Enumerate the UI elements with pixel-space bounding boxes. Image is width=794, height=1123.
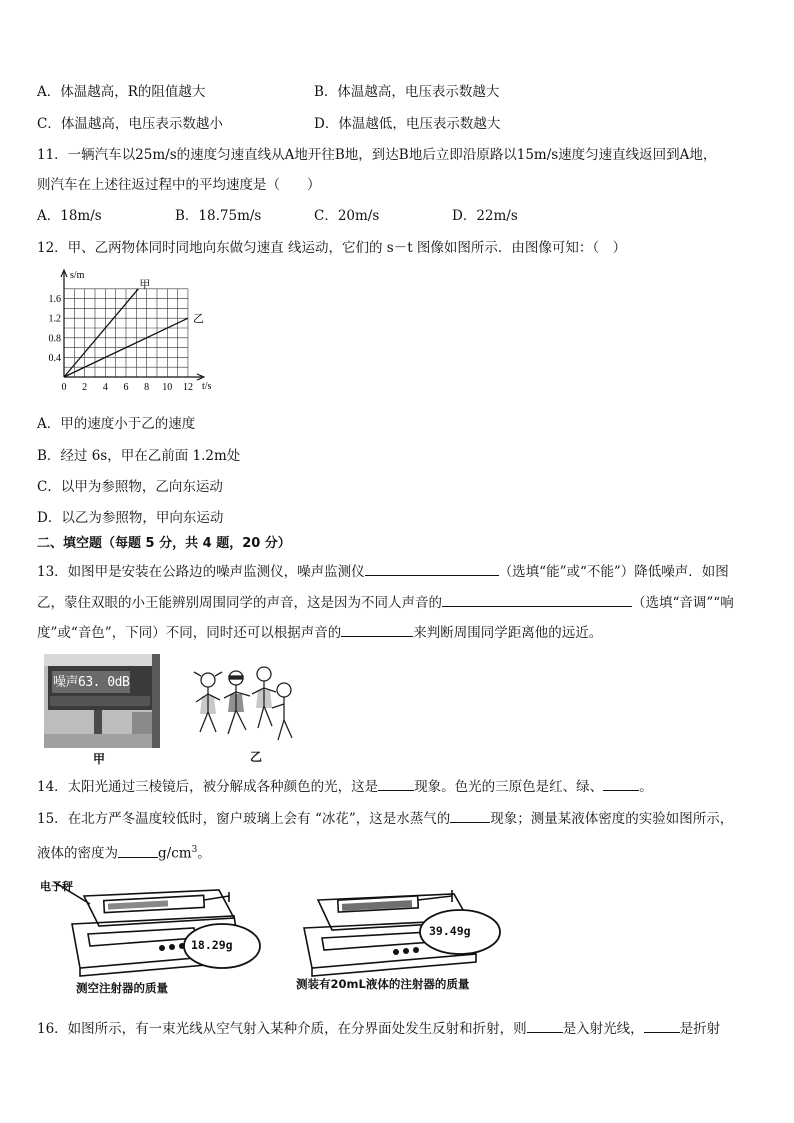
q16-text-3: 是折射 xyxy=(679,1021,721,1037)
q14-text-3: 。 xyxy=(639,779,653,795)
q15-text-2: 现象；测量某液体密度的实验如图所示， xyxy=(490,811,734,827)
q14-line xyxy=(37,776,653,797)
q14-text-2: 现象。色光的三原色是红、绿、 xyxy=(414,779,604,795)
scale-drawing-1 xyxy=(44,876,264,996)
q13-text-6: 来判断周围同学距离他的远近。 xyxy=(413,625,603,641)
series-line-jia xyxy=(64,289,138,377)
q12-option-c: C．以甲为参照物，乙向东运动 xyxy=(37,479,223,495)
q10-option-d: D．体温越低，电压表示数越大 xyxy=(314,116,501,132)
caption-filled: 测装有20mL液体的注射器的质量 xyxy=(296,977,470,991)
q15-text-3: 液体的密度为 xyxy=(37,845,118,862)
q11-option-d: D．22m/s xyxy=(452,208,518,224)
q13-text-2: （选填“能”或“不能”）降低噪声．如图 xyxy=(498,564,729,580)
q15-unit-sup: 3 xyxy=(191,845,198,855)
series-label-yi: 乙 xyxy=(192,313,204,326)
x-tick-label: 12 xyxy=(182,382,193,393)
q16-text-1: 16．如图所示，有一束光线从空气射入某种介质，在分界面处发生反射和折射，则 xyxy=(37,1021,527,1037)
q15-blank-2[interactable] xyxy=(118,843,158,858)
q15-unit: g/cm xyxy=(158,845,192,862)
x-tick-label: 10 xyxy=(162,382,173,393)
q13-text-3: 乙，蒙住双眼的小王能辨别周围同学的声音，这是因为不同人声音的 xyxy=(37,595,442,611)
q14-text-1: 14．太阳光通过三棱镜后，被分解成各种颜色的光，这是 xyxy=(37,779,379,795)
y-tick-label: 0.8 xyxy=(48,333,61,345)
q13-line3 xyxy=(37,622,602,643)
x-tick-label: 4 xyxy=(102,382,108,393)
noise-display: 噪声63. 0dB xyxy=(53,675,130,690)
q10-option-a: A．体温越高，R的阻值越大 xyxy=(37,84,206,100)
figure-label-jia: 甲 xyxy=(93,752,106,766)
q13-line2 xyxy=(37,592,734,613)
noise-monitor-photo xyxy=(44,654,160,748)
q12-stem: 12．甲、乙两物体同时同地向东做匀速直 线运动，它们的 s－t 图像如图所示．由图像可知：（ ） xyxy=(37,240,627,256)
q16-blank-2[interactable] xyxy=(644,1018,680,1033)
scale-label: 电子秤 xyxy=(40,880,73,893)
q13-text-5: 度”或“音色”，下同）不同，同时还可以根据声音的 xyxy=(37,625,342,641)
scale-filled-syringe xyxy=(294,882,508,994)
x-tick-label: 6 xyxy=(123,382,129,393)
figure-label-yi: 乙 xyxy=(250,750,263,764)
y-tick-label: 1.2 xyxy=(48,313,61,325)
q11-stem-line2: 则汽车在上述往返过程中的平均速度是（ ） xyxy=(37,177,321,193)
s-t-graph xyxy=(36,268,236,403)
q11-stem-line1: 11．一辆汽车以25m/s的速度匀速直线从A地开往B地，到达B地后立即沿原路以15m/s速度匀速直线返回到A地， xyxy=(37,147,717,163)
series-label-jia: 甲 xyxy=(139,278,151,291)
q13-text-1: 13．如图甲是安装在公路边的噪声监测仪，噪声监测仪 xyxy=(37,564,365,580)
q13-blank-3[interactable] xyxy=(341,622,413,637)
q11-option-b: B．18.75m/s xyxy=(175,208,262,224)
q13-text-4: （选填“音调”“响 xyxy=(632,595,734,611)
q12-option-d: D．以乙为参照物，甲向东运动 xyxy=(37,510,224,526)
q10-option-b: B．体温越高，电压表示数越大 xyxy=(314,84,500,100)
q15-end: 。 xyxy=(197,845,211,862)
children-illustration xyxy=(176,660,298,760)
caption-empty: 测空注射器的质量 xyxy=(76,981,168,995)
q16-line xyxy=(37,1018,720,1039)
q13-blank-1[interactable] xyxy=(365,561,499,576)
noise-monitor-image xyxy=(44,654,160,748)
q12-option-b: B．经过 6s，甲在乙前面 1.2m处 xyxy=(37,448,241,464)
x-tick-label: 2 xyxy=(82,382,88,393)
q11-option-a: A．18m/s xyxy=(37,208,102,224)
q15-text-1: 15．在北方严冬温度较低时，窗户玻璃上会有 “冰花”，这是水蒸气的 xyxy=(37,811,451,827)
reading-filled: 39.49g xyxy=(429,924,471,938)
x-axis-label: t/s xyxy=(201,381,212,392)
y-tick-label: 0.4 xyxy=(48,352,61,364)
q10-option-c: C．体温越高，电压表示数越小 xyxy=(37,116,223,132)
x-tick-label: 0 xyxy=(61,382,67,393)
section-heading: 二、填空题（每题 5 分，共 4 题，20 分） xyxy=(37,536,291,551)
y-tick-label: 1.6 xyxy=(48,294,61,306)
q11-option-c: C．20m/s xyxy=(314,208,380,224)
q14-blank-1[interactable] xyxy=(378,776,414,791)
y-axis-label: s/m xyxy=(70,270,85,281)
q13-blank-2[interactable] xyxy=(442,592,632,607)
q16-text-2: 是入射光线， xyxy=(562,1021,644,1037)
scale-empty-syringe xyxy=(40,876,264,996)
blindfold-game-drawing xyxy=(176,660,298,760)
q13-line1 xyxy=(37,561,729,582)
q14-blank-2[interactable] xyxy=(603,776,639,791)
q12-option-a: A．甲的速度小于乙的速度 xyxy=(37,416,196,432)
q15-line2 xyxy=(37,840,211,864)
reading-empty: 18.29g xyxy=(191,938,233,952)
q15-blank-1[interactable] xyxy=(450,808,490,823)
q15-line1 xyxy=(37,808,733,829)
x-tick-label: 8 xyxy=(144,382,150,393)
q16-blank-1[interactable] xyxy=(527,1018,563,1033)
